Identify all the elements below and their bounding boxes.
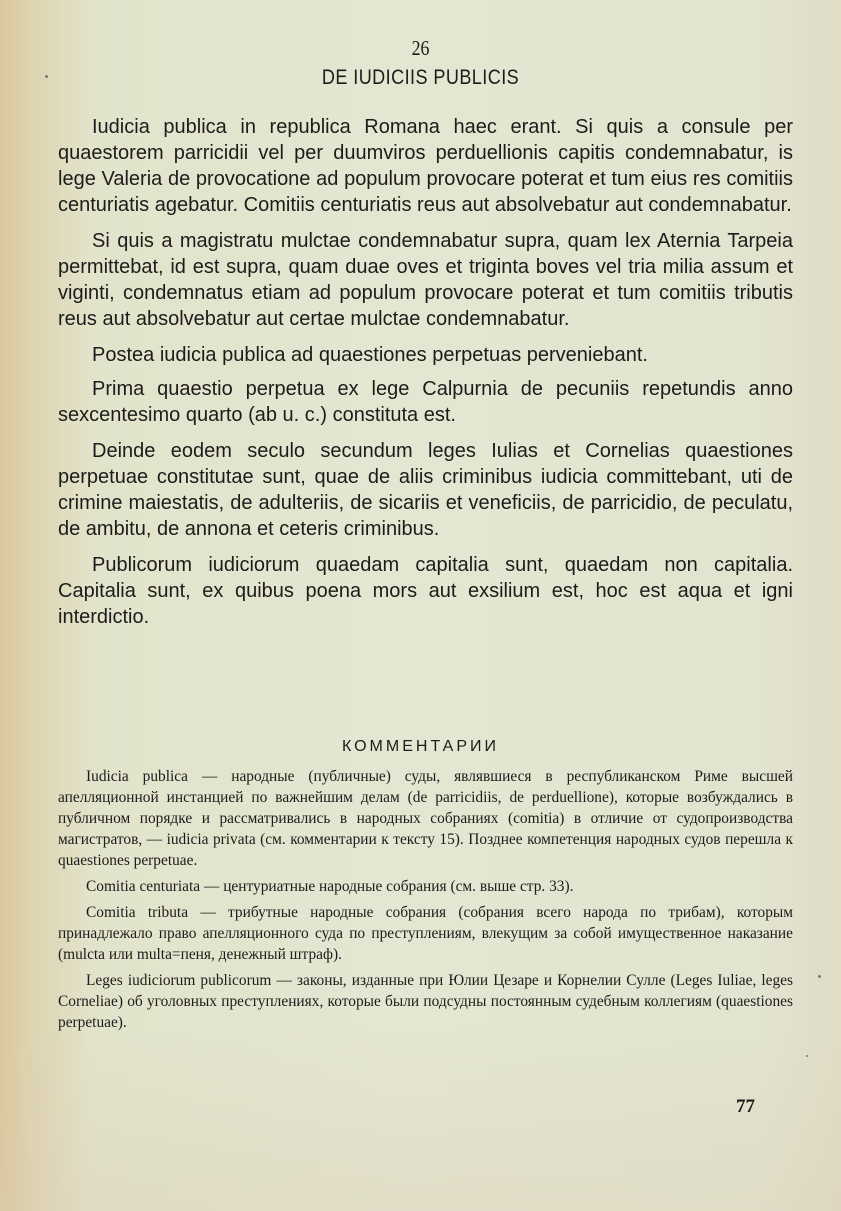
commentary-paragraph: Iudicia publica — народные (публичные) суды, являвшиеся в республиканском Риме высшей апелляционной инстанцией по важнейшим делам (de parricidiis, de perduellione), которые возбуждались в публичном порядке и рассматривались в народных собраниях (comitia) в отличие от судопроизводства магистратов, — iudicia privata (см. комментарии к тексту 15). Позднее компетенция народных судов перешла к quaestiones perpetuae.	[58, 768, 793, 869]
paper-speck	[818, 975, 821, 978]
top-page-number: 26	[411, 36, 430, 60]
commentary-heading: КОММЕНТАРИИ	[341, 738, 500, 755]
latin-paragraph: Iudicia publica in republica Romana haec erant. Si quis a consule per quaestorem parricidii vel per duumviros perduellionis capitis condemnabatur, is lege Valeria de provocatione ad populum provocare poterat et tum eius res comitiis centuriatis agebatur. Comitiis centuriatis reus aut absolvebatur aut condemnabatur.	[58, 116, 793, 216]
commentary-body	[58, 766, 793, 1038]
paper-speck	[806, 1055, 808, 1057]
latin-paragraph: Publicorum iudiciorum quaedam capitalia sunt, quaedam non capitalia. Capitalia sunt, ex quibus poena mors aut exsilium est, hoc est aqua et igni interdictio.	[58, 554, 793, 628]
commentary-paragraph: Comitia centuriata — центуриатные народные собрания (см. выше стр. 33).	[86, 878, 574, 895]
paper-speck	[45, 75, 48, 78]
latin-paragraph: Deinde eodem seculo secundum leges Iulias et Cornelias quaestiones perpetuae constitutae sunt, quae de aliis criminibus iudicia committebant, uti de crimine maiestatis, de adulteriis, de sicariis et veneficiis, de parricidio, de peculatu, de ambitu, de annona et ceteris criminibus.	[58, 440, 793, 540]
chapter-title: DE IUDICIIS PUBLICIS	[321, 66, 520, 89]
latin-paragraph: Si quis a magistratu mulctae condemnabatur supra, quam lex Aternia Tarpeia permittebat, id est supra, quam duae oves et triginta boves vel tria milia assum et viginti, condemnatus etiam ad populum provocare poterat et tum comitiis tributis reus aut absolvebatur aut certae mulctae condemnabatur.	[58, 230, 793, 330]
latin-paragraph: Postea iudicia publica ad quaestiones perpetuas perveniebant.	[92, 344, 648, 366]
commentary-paragraph: Comitia tributa — трибутные народные собрания (собрания всего народа по трибам), которым принадлежало право апелляционного суда по преступлениям, влекущим за собой имущественное наказание (mulcta или multa=пеня, денежный штраф).	[58, 904, 793, 963]
bottom-page-number: 77	[736, 1096, 755, 1117]
latin-paragraph: Prima quaestio perpetua ex lege Calpurnia de pecuniis repetundis anno sexcentesimo quarto (ab u. c.) constituta est.	[58, 378, 793, 426]
commentary-paragraph: Leges iudiciorum publicorum — законы, изданные при Юлии Цезаре и Корнелии Сулле (Leges Iuliae, leges Corneliae) об уголовных преступлениях, которые были подсудны постоянным судебным коллегиям (quaestiones perpetuae).	[58, 972, 793, 1031]
latin-text-body	[58, 114, 793, 640]
